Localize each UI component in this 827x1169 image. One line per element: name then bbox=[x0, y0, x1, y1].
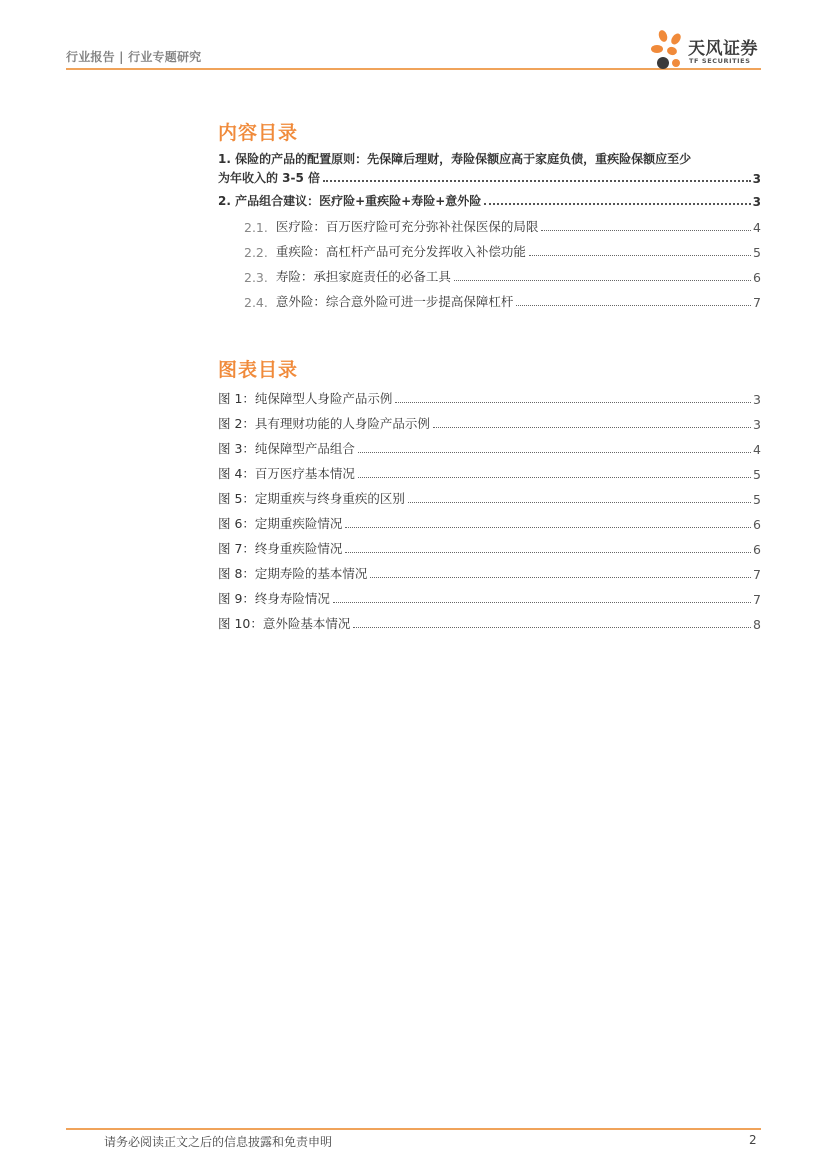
figure-item-text: 图 8：定期寿险的基本情况 bbox=[218, 566, 368, 581]
dot-leader bbox=[395, 402, 751, 403]
figure-page-number: 3 bbox=[753, 417, 761, 432]
figure-page-number: 8 bbox=[753, 617, 761, 632]
dot-leader bbox=[323, 180, 751, 182]
dot-leader bbox=[345, 527, 751, 528]
figure-item-text: 图 5：定期重疾与终身重疾的区别 bbox=[218, 491, 405, 506]
toc-item-2-1[interactable] bbox=[244, 217, 761, 235]
figure-page-number: 7 bbox=[753, 567, 761, 582]
dot-leader bbox=[433, 427, 751, 428]
figure-item-3[interactable] bbox=[218, 439, 761, 457]
dot-leader bbox=[408, 502, 751, 503]
toc-item-2[interactable] bbox=[218, 192, 761, 209]
company-logo bbox=[648, 28, 764, 72]
toc-page-number: 3 bbox=[752, 195, 761, 209]
toc-title: 内容目录 bbox=[218, 122, 299, 144]
toc-page-number: 4 bbox=[753, 220, 761, 235]
toc-item-text: 2. 产品组合建议：医疗险+重疾险+寿险+意外险 bbox=[218, 194, 482, 208]
figure-page-number: 4 bbox=[753, 442, 761, 457]
figure-item-text: 图 4：百万医疗基本情况 bbox=[218, 466, 355, 481]
dot-leader bbox=[370, 577, 751, 578]
figure-page-number: 6 bbox=[753, 517, 761, 532]
figure-item-text: 图 1：纯保障型人身险产品示例 bbox=[218, 391, 393, 406]
disclaimer-note: 请务必阅读正文之后的信息披露和免责申明 bbox=[104, 1135, 333, 1149]
toc-item-text: 意外险：综合意外险可进一步提高保障杠杆 bbox=[275, 294, 514, 309]
figure-item-1[interactable] bbox=[218, 389, 761, 407]
figure-item-text: 图 3：纯保障型产品组合 bbox=[218, 441, 355, 456]
report-category: 行业报告 | 行业专题研究 bbox=[66, 50, 202, 64]
toc-item-2-3[interactable] bbox=[244, 267, 761, 285]
figure-item-text: 图 10：意外险基本情况 bbox=[218, 616, 351, 631]
figure-item-9[interactable] bbox=[218, 589, 761, 607]
figure-item-7[interactable] bbox=[218, 539, 761, 557]
figure-item-10[interactable] bbox=[218, 614, 761, 632]
toc-item-number: 2.1. bbox=[244, 220, 268, 235]
figure-page-number: 5 bbox=[753, 467, 761, 482]
dot-leader bbox=[516, 305, 751, 306]
dot-leader bbox=[353, 627, 751, 628]
figure-item-8[interactable] bbox=[218, 564, 761, 582]
figure-item-4[interactable] bbox=[218, 464, 761, 482]
toc-item-1[interactable] bbox=[218, 150, 761, 186]
page-number: 2 bbox=[749, 1133, 757, 1147]
figure-item-5[interactable] bbox=[218, 489, 761, 507]
figure-item-text: 图 2：具有理财功能的人身险产品示例 bbox=[218, 416, 430, 431]
dot-leader bbox=[345, 552, 751, 553]
figure-page-number: 6 bbox=[753, 542, 761, 557]
toc-item-number: 2.4. bbox=[244, 295, 268, 310]
dot-leader bbox=[529, 255, 751, 256]
toc-page-number: 6 bbox=[753, 270, 761, 285]
logo-name-en: TF SECURITIES bbox=[689, 57, 751, 65]
toc-item-text: 寿险：承担家庭责任的必备工具 bbox=[275, 269, 451, 284]
figure-page-number: 7 bbox=[753, 592, 761, 607]
toc-page-number: 7 bbox=[753, 295, 761, 310]
figures-title: 图表目录 bbox=[218, 359, 299, 381]
toc-item-text-cont: 为年收入的 3-5 倍 bbox=[218, 171, 321, 185]
dot-leader bbox=[454, 280, 751, 281]
dot-leader bbox=[358, 477, 751, 478]
footer-divider bbox=[66, 1128, 761, 1130]
figure-page-number: 5 bbox=[753, 492, 761, 507]
toc-item-2-4[interactable] bbox=[244, 292, 761, 310]
figure-item-2[interactable] bbox=[218, 414, 761, 432]
figure-item-6[interactable] bbox=[218, 514, 761, 532]
dot-leader bbox=[333, 602, 751, 603]
dot-leader bbox=[541, 230, 751, 231]
toc-item-2-2[interactable] bbox=[244, 242, 761, 260]
figure-page-number: 3 bbox=[753, 392, 761, 407]
dot-leader bbox=[358, 452, 751, 453]
toc-item-text: 1. 保险的产品的配置原则：先保障后理财，寿险保额应高于家庭负债，重疾险保额应至少 bbox=[218, 152, 692, 166]
flower-logo-icon bbox=[648, 28, 688, 72]
toc-page-number: 5 bbox=[753, 245, 761, 260]
toc-page-number: 3 bbox=[752, 172, 761, 186]
toc-item-text: 重疾险：高杠杆产品可充分发挥收入补偿功能 bbox=[275, 244, 526, 259]
toc-item-number: 2.3. bbox=[244, 270, 268, 285]
dot-leader bbox=[484, 203, 750, 205]
logo-name-cn: 天风证券 bbox=[688, 39, 758, 59]
figure-item-text: 图 9：终身寿险情况 bbox=[218, 591, 330, 606]
figure-item-text: 图 6：定期重疾险情况 bbox=[218, 516, 343, 531]
figure-item-text: 图 7：终身重疾险情况 bbox=[218, 541, 343, 556]
toc-item-text: 医疗险：百万医疗险可充分弥补社保医保的局限 bbox=[275, 219, 539, 234]
toc-item-number: 2.2. bbox=[244, 245, 268, 260]
